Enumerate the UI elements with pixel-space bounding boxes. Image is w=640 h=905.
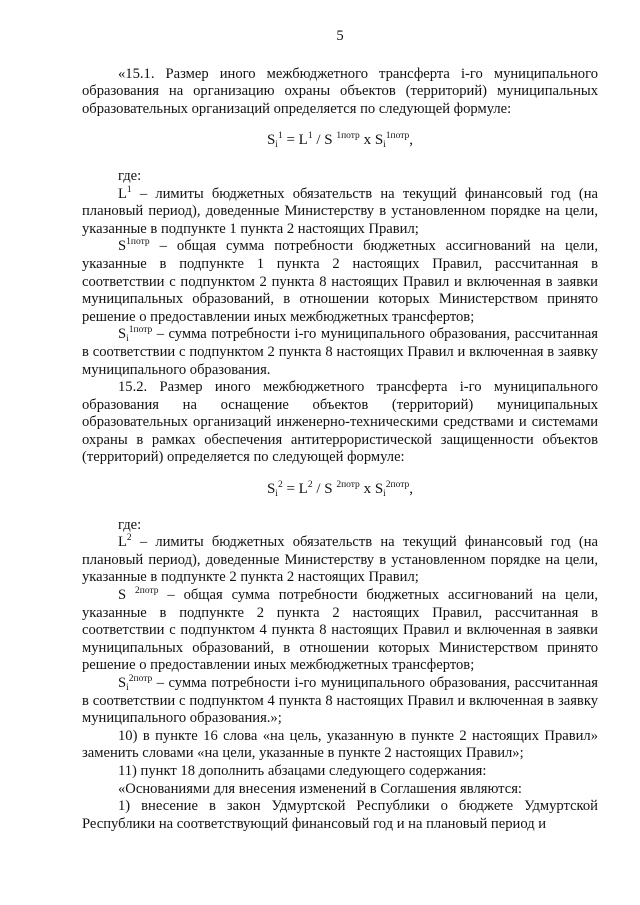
document-page: [82, 28, 598, 833]
grounds-intro: «Основаниями для внесения изменений в Соглашения являются:: [118, 780, 522, 797]
section-15-1-intro: «15.1. Размер иного межбюджетного трансферта i-го муниципального образования на организацию охраны объектов (территорий) муниципальных образовательных организаций определяется по следующей формуле:: [82, 65, 598, 117]
definition-s-i-2: $S_i^{2потр}$ – сумма потребности i-го муниципального образования, рассчитанная в соответствии с подпунктом 4 пункта 8 настоящих Правил и включенная в заявку муниципального образования.»;: [82, 674, 598, 727]
formula-15-2: $S_i^2 = L^2 / S$ $^{2потр}$ x $S_i^{2потр}$,: [266, 480, 414, 500]
definition-l2: $L^2$ – лимиты бюджетных обязательств на текущий финансовый год (на плановый период), доведенные Министерству в установленном порядке на цели, указанные в подпункте 2 пункта 2 настоящих Правил;: [82, 533, 598, 586]
definition-l1: $L^1$ – лимиты бюджетных обязательств на текущий финансовый год (на плановый период), доведенные Министерству в установленном порядке на цели, указанные в подпункте 1 пункта 2 настоящих Правил;: [82, 184, 598, 237]
definition-s-total-2: S $^{2потр}$ – общая сумма потребности бюджетных ассигнований на цели, указанные в подпункте 2 пункта 2 настоящих Правил, рассчитанная в соответствии с подпунктом 4 пункта 8 настоящих Правил и включенная в заявки муниципальных образований, в отношении которых Министерством принято решение о предоставлении иных межбюджетных трансфертов;: [82, 586, 599, 674]
page-number: 5: [336, 28, 344, 44]
where-label-2: где:: [118, 516, 142, 533]
item-11: 11) пункт 18 дополнить абзацами следующего содержания:: [118, 762, 487, 779]
definition-s-i-1: $S_i^{1потр}$ – сумма потребности i-го муниципального образования, рассчитанная в соответствии с подпунктом 2 пункта 8 настоящих Правил и включенная в заявку муниципального образования.: [82, 325, 598, 378]
formula-15-1: $S_i^1 = L^1 / S$ $^{1потр}$ x $S_i^{1потр}$,: [266, 131, 414, 151]
ground-1: 1) внесение в закон Удмуртской Республики о бюджете Удмуртской Республики на соответствующий финансовый год и на плановый период и: [82, 798, 598, 832]
definition-s-total-1: $S^{1потр}$ – общая сумма потребности бюджетных ассигнований на цели, указанные в подпункте 1 пункта 2 настоящих Правил, рассчитанная в соответствии с подпунктом 2 пункта 8 настоящих Правил и включенная в заявки муниципальных образований, в отношении которых Министерством принято решение о предоставлении иных межбюджетных трансфертов;: [82, 237, 598, 325]
item-10: 10) в пункте 16 слова «на цель, указанную в пункте 2 настоящих Правил» заменить словами «на цели, указанные в пункте 2 настоящих Правил»;: [82, 727, 598, 762]
where-label-1: где:: [118, 167, 142, 184]
section-15-2-intro: 15.2. Размер иного межбюджетного трансферта i-го муниципального образования на оснащение объектов (территорий) муниципальных образовательных организаций инженерно-техническими средствами и системами охраны в рамках обеспечения антитеррористической защищенности объектов (территорий) определяется по следующей формуле:: [82, 379, 598, 466]
